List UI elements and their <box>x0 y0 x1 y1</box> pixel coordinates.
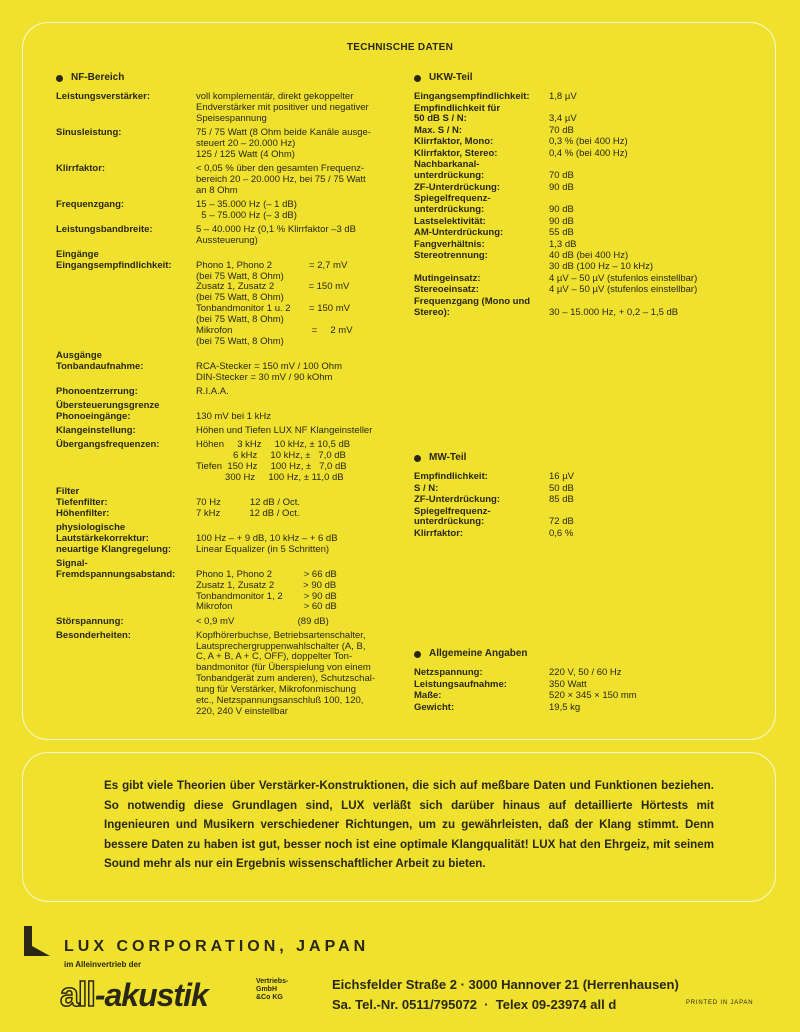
ukw-spec-row <box>414 251 764 273</box>
spec-label: Empfindlichkeit: <box>414 471 488 482</box>
nf-heading-text: NF-Bereich <box>71 71 125 83</box>
spec-value: 40 dB (bei 400 Hz) 30 dB (100 Hz – 10 kHz) <box>549 250 654 273</box>
nf-column <box>56 72 406 721</box>
spec-label: Sinusleistung: <box>56 126 122 138</box>
nf-spec-row <box>56 631 406 718</box>
nf-heading <box>56 72 406 84</box>
ukw-spec-row <box>414 228 764 239</box>
spec-label: Stereoeinsatz: <box>414 284 479 296</box>
ukw-spec-row <box>414 217 764 228</box>
spec-label: Übersteuerungsgrenze Phonoeingänge: <box>56 400 160 422</box>
mw-heading-text: MW-Teil <box>429 451 467 463</box>
spec-label: Empfindlichkeit für 50 dB S / N: <box>414 102 501 125</box>
ukw-heading-text: UKW-Teil <box>429 71 473 83</box>
allg-spec-row <box>414 668 764 679</box>
spec-label: Spiegelfrequenz- unterdrückung: <box>414 505 491 528</box>
spec-value: 1,8 µV <box>549 91 577 102</box>
ukw-spec-row <box>414 285 764 296</box>
spec-value: Höhen und Tiefen LUX NF Klangeinsteller <box>196 425 373 437</box>
nf-rows <box>56 92 406 718</box>
spec-value: 75 / 75 Watt (8 Ohm beide Kanäle ausge- steuert 20 – 20.000 Hz) 125 / 125 Watt (4 Ohm) <box>196 126 371 160</box>
spec-value: R.I.A.A. <box>196 385 229 397</box>
nf-spec-row <box>56 487 406 520</box>
spec-label: Filter Tiefenfilter: Höhenfilter: <box>56 485 110 519</box>
spec-value: 130 mV bei 1 kHz <box>196 410 271 422</box>
allg-spec-row <box>414 680 764 691</box>
spec-value: Höhen 3 kHz 10 kHz, ± 10,5 dB 6 kHz 10 kHz, ± 7,0 dB Tiefen 150 Hz 100 Hz, ± 7,0 dB 300 Hz 100 Hz, ± 11,0 dB <box>196 439 351 483</box>
spec-value: RCA-Stecker = 150 mV / 100 Ohm DIN-Stecker = 30 mV / 90 kOhm <box>196 360 342 383</box>
bullet-icon <box>414 455 421 462</box>
spec-value: 3,4 µV <box>549 113 577 125</box>
spec-label: Maße: <box>414 690 442 701</box>
spec-label: Störspannung: <box>56 615 124 627</box>
spec-value: 90 dB <box>549 215 574 227</box>
spec-label: Leistungsverstärker: <box>56 91 150 102</box>
nf-spec-row <box>56 401 406 423</box>
bullet-icon <box>414 75 421 82</box>
logo-all: all <box>60 976 95 1014</box>
printed-note: PRINTED IN JAPAN <box>686 1000 754 1006</box>
spec-label: Leistungsbandbreite: <box>56 223 153 235</box>
nf-spec-row <box>56 225 406 247</box>
company-name: LUX CORPORATION, JAPAN <box>64 938 370 955</box>
ukw-spec-row <box>414 183 764 194</box>
mw-spec-row <box>414 507 764 529</box>
ukw-spec-row <box>414 92 764 103</box>
mw-spec-row <box>414 529 764 540</box>
ukw-spec-row <box>414 240 764 251</box>
spec-value: 70 Hz 12 dB / Oct. 7 kHz 12 dB / Oct. <box>196 496 301 519</box>
nf-spec-row <box>56 200 406 222</box>
spec-label: Frequenzgang: <box>56 198 125 210</box>
spec-value: 220 V, 50 / 60 Hz <box>549 667 622 678</box>
spec-label: Max. S / N: <box>414 124 463 136</box>
bullet-icon <box>414 651 421 658</box>
mw-heading <box>414 452 764 464</box>
address: Eichsfelder Straße 2 · 3000 Hannover 21 (Herrenhausen) <box>332 977 679 992</box>
nf-spec-row <box>56 523 406 556</box>
ukw-heading <box>414 72 764 84</box>
mw-spec-row <box>414 495 764 506</box>
spec-value: 19,5 kg <box>549 701 581 713</box>
spec-value: 16 µV <box>549 471 575 482</box>
ukw-spec-row <box>414 149 764 160</box>
allg-rows <box>414 668 764 713</box>
distribution-note: im Alleinvertrieb der <box>64 960 142 969</box>
ukw-spec-row <box>414 137 764 148</box>
spec-label: Signal- Fremdspannungsabstand: <box>56 557 176 580</box>
spec-label: Besonderheiten: <box>56 629 131 641</box>
allg-spec-row <box>414 703 764 714</box>
logo-akustik: -akustik <box>94 977 208 1013</box>
ukw-spec-row <box>414 297 764 319</box>
bullet-icon <box>56 75 63 82</box>
nf-spec-row <box>56 92 406 125</box>
spec-value: Kopfhörerbuchse, Betriebsartenschalter, Lautsprechergruppenwahlschalter (A, B, C, A + B, A + C, OFF), doppelter Ton- bandmonitor (für Überspielung von einem Tonbandgerät zum anderen), Schutzschal- tung für Verstärker, Mikrofonmischung etc., Netzspannungsanschluß 100, 120, 220, 240 V einstellbar <box>196 629 376 717</box>
spec-label: Klirrfaktor: <box>56 162 106 174</box>
intro-paragraph: Es gibt viele Theorien über Verstärker-Konstruktionen, die sich auf meßbare Daten und Funktionen beziehen. So notwendig diese Grundlagen sind, LUX verläßt sich darüber hinaus auf detaillierte Hörtests mit Ingenieuren und Musikern verschiedener Richtungen, um zu gewährleisten, daß der Klang stimmt. Denn bessere Daten zu haben ist gut, besser noch ist eine optimale Klangqualität! LUX hat den Ehrgeiz, mit seinem Sound mehr als nur ein Ergebnis wissenschaftlicher Arbeit zu bieten. <box>104 779 714 871</box>
spec-value: 520 × 345 × 150 mm <box>549 690 637 701</box>
mw-column <box>414 452 764 540</box>
spec-label: Gewicht: <box>414 701 455 713</box>
spec-value: 55 dB <box>549 227 574 239</box>
address-block <box>332 975 679 1015</box>
ukw-spec-row <box>414 274 764 285</box>
spec-value: 72 dB <box>549 516 574 528</box>
spec-value: Phono 1, Phono 2 > 66 dB Zusatz 1, Zusatz 2 > 90 dB Tonbandmonitor 1, 2 > 90 dB Mikrofon > 60 dB <box>196 568 337 613</box>
ukw-rows <box>414 92 764 318</box>
nf-spec-row <box>56 440 406 484</box>
spec-label: Lastselektivität: <box>414 215 486 227</box>
spec-value: 0,3 % (bei 400 Hz) <box>549 136 628 148</box>
spec-label: S / N: <box>414 482 439 494</box>
spec-value: 4 µV – 50 µV (stufenlos einstellbar) <box>549 284 698 296</box>
ukw-spec-row <box>414 194 764 216</box>
spec-label: Ausgänge Tonbandaufnahme: <box>56 350 144 372</box>
allg-heading-text: Allgemeine Angaben <box>429 647 528 659</box>
spec-value: 100 Hz – + 9 dB, 10 kHz – + 6 dB Linear Equalizer (in 5 Schritten) <box>196 532 338 555</box>
spec-value: 70 dB <box>549 124 574 136</box>
logo-subtitle: Vertriebs- GmbH &Co KG <box>256 978 289 1001</box>
spec-label: Klirrfaktor, Mono: <box>414 136 494 148</box>
spec-value: 50 dB <box>549 482 574 494</box>
spec-label: ZF-Unterdrückung: <box>414 181 501 193</box>
nf-spec-row <box>56 351 406 384</box>
nf-spec-row <box>56 128 406 161</box>
nf-spec-row <box>56 617 406 628</box>
spec-value: 350 Watt <box>549 678 587 690</box>
spec-label: Klangeinstellung: <box>56 425 136 437</box>
spec-value: 90 dB <box>549 181 574 193</box>
mw-spec-row <box>414 472 764 483</box>
spec-label: physiologische Lautstärkekorrektur: neuartige Klangregelung: <box>56 521 172 555</box>
spec-value: 0,6 % <box>549 527 574 539</box>
tuner-column <box>414 72 764 319</box>
spec-value: 0,4 % (bei 400 Hz) <box>549 147 628 159</box>
ukw-spec-row <box>414 160 764 182</box>
nf-spec-row <box>56 426 406 437</box>
phone-telex: Sa. Tel.-Nr. 0511/795072 · Telex 09-23974 all d <box>332 997 617 1012</box>
spec-value: Phono 1, Phono 2 = 2,7 mV (bei 75 Watt, 8 Ohm) Zusatz 1, Zusatz 2 = 150 mV (bei 75 Watt, 8 Ohm) Tonbandmonitor 1 u. 2 = 150 mV (bei 75 Watt, 8 Ohm) Mikrofon = 2 mV (bei 75 Watt, 8 Ohm) <box>196 259 353 347</box>
allg-column <box>414 648 764 714</box>
page-title: TECHNISCHE DATEN <box>346 42 454 53</box>
ukw-spec-row <box>414 104 764 126</box>
spec-value: 15 – 35.000 Hz (– 1 dB) 5 – 75.000 Hz (– 3 dB) <box>196 198 297 221</box>
ukw-spec-row <box>414 126 764 137</box>
spec-value: 85 dB <box>549 494 574 505</box>
lux-logo-icon <box>22 924 52 958</box>
all-akustik-logo <box>60 975 208 1015</box>
spec-label: Klirrfaktor: <box>414 527 464 539</box>
mw-spec-row <box>414 484 764 495</box>
spec-label: Frequenzgang (Mono und Stereo): <box>414 295 531 318</box>
spec-value: 1,3 dB <box>549 238 577 250</box>
spec-label: Übergangsfrequenzen: <box>56 439 160 451</box>
nf-spec-row <box>56 559 406 614</box>
spec-value: 30 – 15.000 Hz, + 0,2 – 1,5 dB <box>549 306 679 318</box>
allg-spec-row <box>414 691 764 702</box>
spec-label: Fangverhältnis: <box>414 238 485 250</box>
nf-spec-row <box>56 164 406 197</box>
spec-label: Phonoentzerrung: <box>56 385 138 397</box>
nf-spec-row <box>56 387 406 398</box>
spec-label: Eingänge Eingangsempfindlichkeit: <box>56 248 172 271</box>
spec-label: Netzspannung: <box>414 667 483 678</box>
spec-label: Nachbarkanal- unterdrückung: <box>414 159 485 182</box>
spec-value: 4 µV – 50 µV (stufenlos einstellbar) <box>549 272 698 284</box>
spec-label: Eingangsempfindlichkeit: <box>414 91 530 102</box>
spec-label: ZF-Unterdrückung: <box>414 494 501 505</box>
nf-spec-row <box>56 250 406 348</box>
spec-value: voll komplementär, direkt gekoppelter Endverstärker mit positiver und negativer Speisespannung <box>196 91 369 124</box>
spec-label: AM-Unterdrückung: <box>414 227 504 239</box>
spec-value: 90 dB <box>549 204 574 216</box>
spec-label: Klirrfaktor, Stereo: <box>414 147 498 159</box>
allg-heading <box>414 648 764 660</box>
spec-value: 70 dB <box>549 170 574 182</box>
spec-label: Stereotrennung: <box>414 250 488 262</box>
spec-value: < 0,9 mV (89 dB) <box>196 615 329 627</box>
spec-value: < 0,05 % über den gesamten Frequenz- bereich 20 – 20.000 Hz, bei 75 / 75 Watt an 8 Ohm <box>196 162 366 196</box>
spec-label: Spiegelfrequenz- unterdrückung: <box>414 193 491 216</box>
spec-label: Leistungsaufnahme: <box>414 678 507 690</box>
spec-label: Mutingeinsatz: <box>414 272 481 284</box>
mw-rows <box>414 472 764 540</box>
spec-value: 5 – 40.000 Hz (0,1 % Klirrfaktor –3 dB Aussteuerung) <box>196 223 356 246</box>
